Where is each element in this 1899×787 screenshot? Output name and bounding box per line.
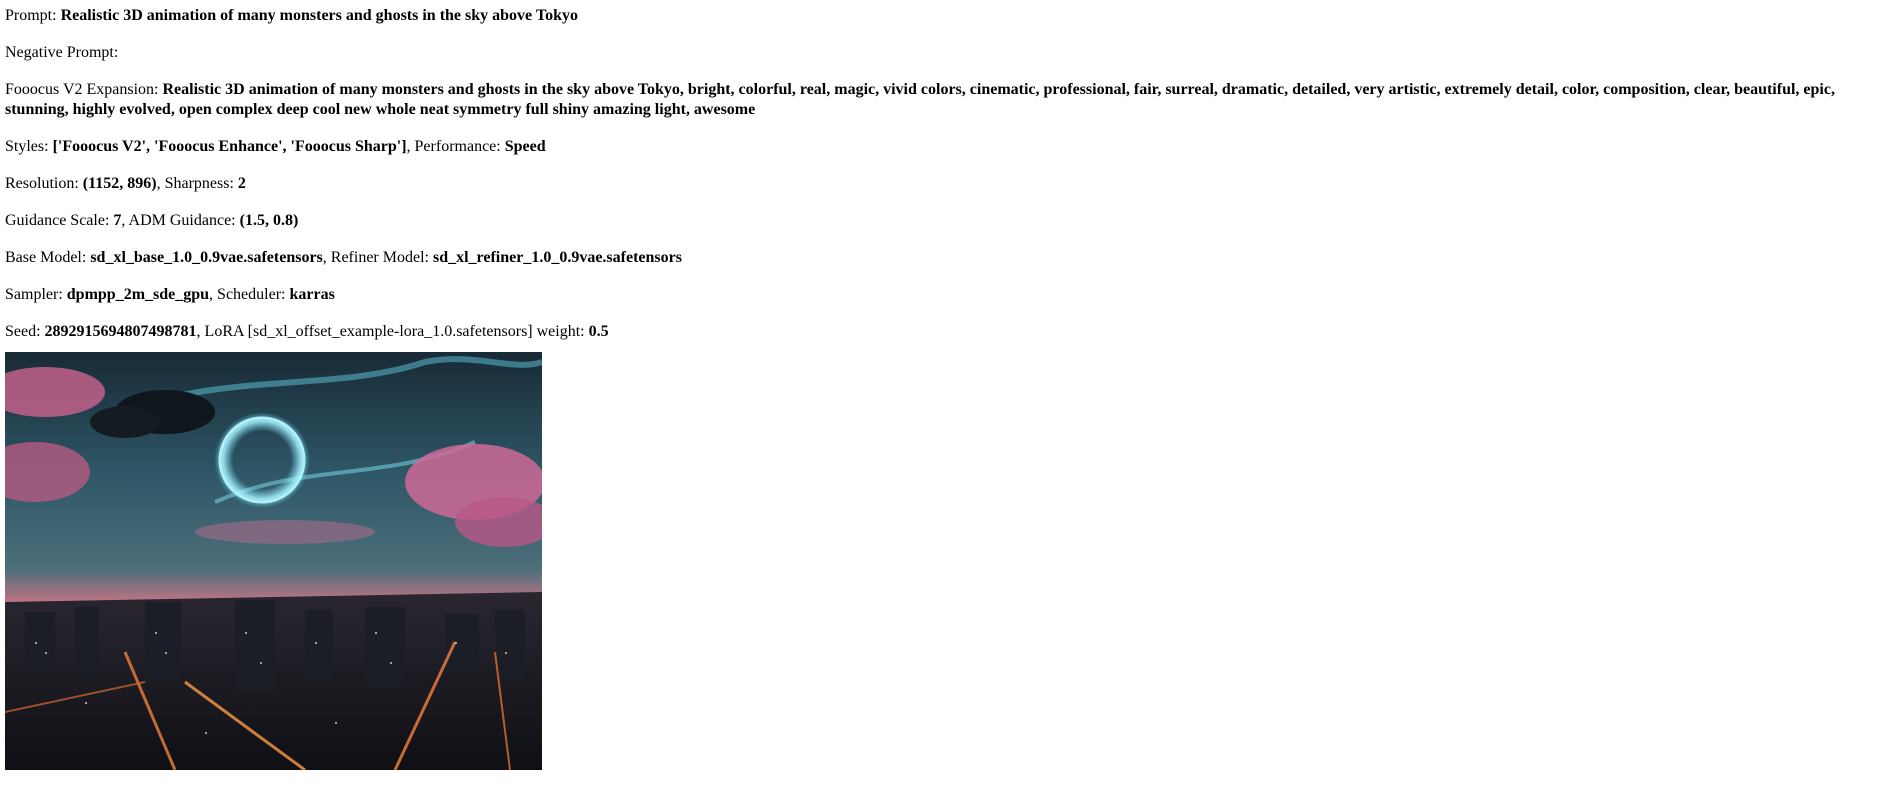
seed-line [5, 322, 1890, 342]
styles-value: ['Fooocus V2', 'Fooocus Enhance', 'Fooocus Sharp'] [52, 138, 407, 155]
resolution-line [5, 174, 1890, 194]
performance-label: , Performance: [406, 138, 505, 155]
prompt-value: Realistic 3D animation of many monsters and ghosts in the sky above Tokyo [60, 7, 578, 24]
models-line [5, 248, 1890, 268]
generated-image[interactable] [5, 352, 542, 770]
sharpness-label: , Sharpness: [156, 175, 238, 192]
prompt-label: Prompt: [5, 7, 61, 24]
guidance-label: Guidance Scale: [5, 212, 114, 229]
resolution-value: (1152, 896) [82, 175, 157, 192]
scheduler-label: , Scheduler: [209, 286, 290, 303]
guidance-value: 7 [113, 212, 122, 229]
guidance-line [5, 211, 1890, 231]
styles-line [5, 137, 1890, 157]
expansion-line [5, 80, 1890, 120]
refiner-model-value: sd_xl_refiner_1.0_0.9vae.safetensors [432, 249, 682, 266]
expansion-value: Realistic 3D animation of many monsters and ghosts in the sky above Tokyo, bright, colorful, real, magic, vivid colors, cinematic, professional, fair, surreal, dramatic, detailed, very artistic, extremely detail, color, composition, clear, beautiful, epic, stunning, highly evolved, open complex deep cool new whole neat symmetry full shiny amazing light, awesome [5, 81, 1835, 118]
performance-value: Speed [504, 138, 546, 155]
generated-image-artwork [5, 352, 542, 770]
base-model-value: sd_xl_base_1.0_0.9vae.safetensors [90, 249, 323, 266]
sharpness-value: 2 [237, 175, 246, 192]
resolution-label: Resolution: [5, 175, 83, 192]
scheduler-value: karras [289, 286, 335, 303]
lora-weight-value: 0.5 [588, 323, 609, 340]
expansion-label: Fooocus V2 Expansion: [5, 81, 163, 98]
base-model-label: Base Model: [5, 249, 91, 266]
negative-prompt-label: Negative Prompt: [5, 44, 119, 61]
adm-guidance-value: (1.5, 0.8) [239, 212, 299, 229]
refiner-model-label: , Refiner Model: [322, 249, 433, 266]
styles-label: Styles: [5, 138, 53, 155]
sampler-line [5, 285, 1890, 305]
lora-label: , LoRA [sd_xl_offset_example-lora_1.0.safetensors] weight: [196, 323, 589, 340]
sampler-label: Sampler: [5, 286, 67, 303]
adm-guidance-label: , ADM Guidance: [121, 212, 240, 229]
seed-value: 2892915694807498781 [44, 323, 197, 340]
prompt-line [5, 6, 1890, 26]
negative-prompt-line [5, 43, 1890, 63]
seed-label: Seed: [5, 323, 45, 340]
sampler-value: dpmpp_2m_sde_gpu [66, 286, 210, 303]
